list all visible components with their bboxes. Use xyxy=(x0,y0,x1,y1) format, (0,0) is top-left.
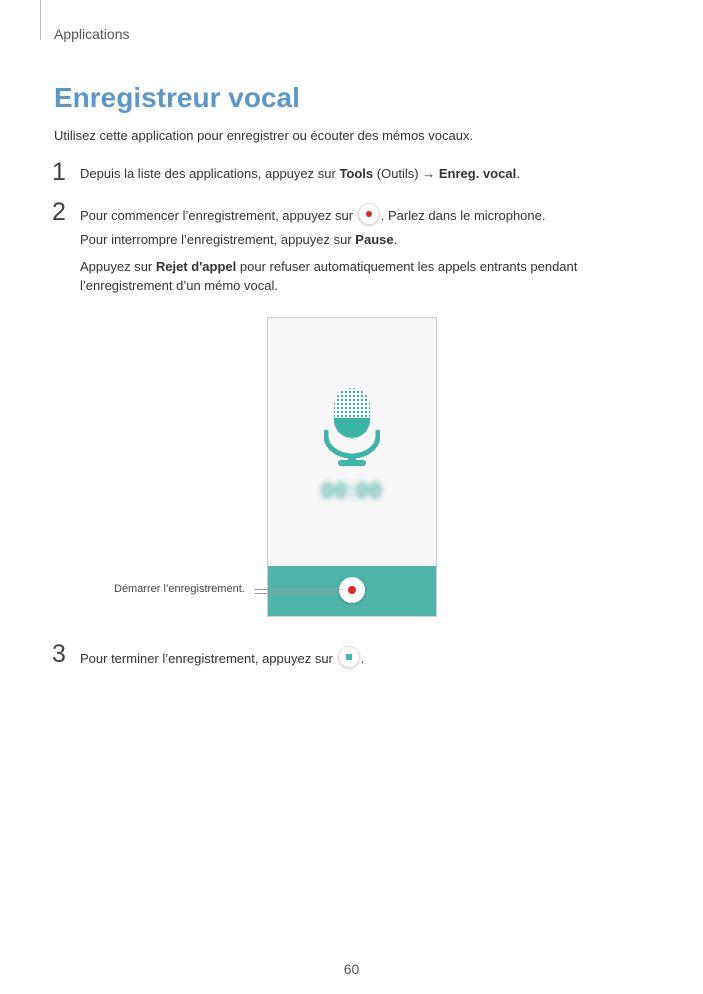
step-1-text: Depuis la liste des applications, appuyez sur Tools (Outils) → Enreg. vocal. xyxy=(80,166,520,181)
voice-recorder-screenshot xyxy=(267,317,437,617)
callout-label: Démarrer l’enregistrement. xyxy=(114,583,245,595)
step-2-line-3: Appuyez sur Rejet d'appel pour refuser automatiquement les appels entrants pendant l’enregistrement d’un mémo vocal. xyxy=(80,259,578,293)
record-dot-icon xyxy=(348,586,356,594)
start-recording-button[interactable] xyxy=(339,577,365,603)
step-2-line-1: Pour commencer l’enregistrement, appuyez sur . Parlez dans le microphone. xyxy=(80,203,640,225)
recording-timer: 00:00 xyxy=(321,478,383,503)
record-button-icon xyxy=(358,203,380,225)
intro-text: Utilisez cette application pour enregistrer ou écouter des mémos vocaux. xyxy=(54,128,474,143)
step-3-text: Pour terminer l’enregistrement, appuyez sur . xyxy=(80,646,640,668)
callout-leader-line xyxy=(255,589,340,594)
step-1-number: 1 xyxy=(52,158,66,186)
section-header: Applications xyxy=(54,26,130,42)
microphone-icon xyxy=(324,386,380,468)
page-number: 60 xyxy=(343,961,360,977)
header-rule xyxy=(40,0,41,40)
step-2-line-2: Pour interrompre l’enregistrement, appuyez sur Pause. xyxy=(80,232,398,247)
page-title: Enregistreur vocal xyxy=(54,82,300,113)
step-3-number: 3 xyxy=(52,640,66,668)
stop-button-icon xyxy=(338,646,360,668)
step-2-number: 2 xyxy=(52,198,66,226)
